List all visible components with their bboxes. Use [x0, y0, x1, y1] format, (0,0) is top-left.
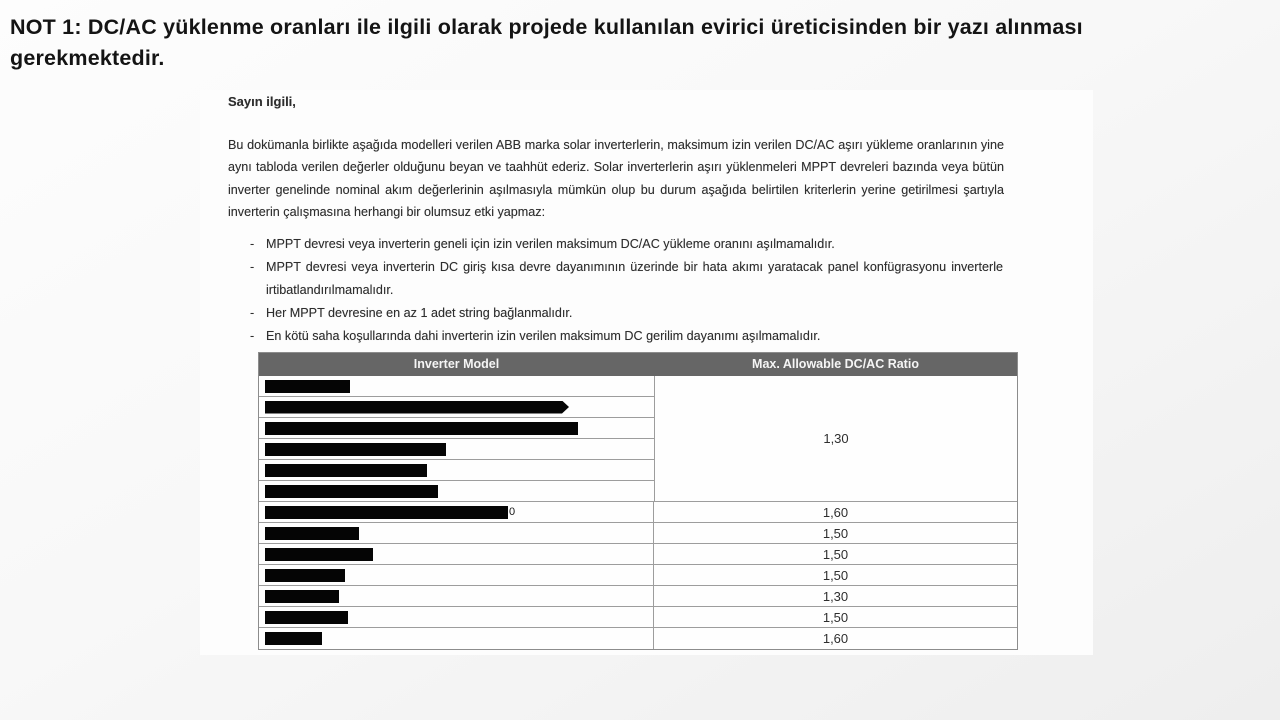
redacted-model-bar	[265, 506, 508, 519]
criteria-item-text: Her MPPT devresine en az 1 adet string bağlanmalıdır.	[266, 306, 573, 320]
redacted-model-bar	[265, 590, 339, 603]
inverter-model-cell	[259, 565, 654, 586]
bullet-dash: -	[250, 260, 255, 274]
ratio-cell: 1,30	[654, 586, 1017, 607]
ratio-cell: 1,50	[654, 523, 1017, 544]
redacted-model-bar	[265, 485, 438, 498]
inverter-model-cell	[259, 376, 654, 397]
declaration-paragraph: Bu dokümanla birlikte aşağıda modelleri verilen ABB marka solar inverterlerin, maksimum izin verilen DC/AC aşırı yükleme oranlarının yine aynı tabloda verilen değerler olduğunu beyan ve taahhüt ederiz. Solar inverterlerin aşırı yüklenmeleri MPPT devreleri bazında veya bütün inverter genelinde nominal akım değerlerinin aşılmasıyla mümkün olup bu durum aşağıda belirtilen kriterlerin yerine getirilmesi şartıyla inverterin çalışmasına herhangi bir olumsuz etki yapmaz:	[228, 138, 1004, 219]
inverter-model-cell	[259, 460, 654, 481]
bullet-dash: -	[250, 237, 255, 251]
criteria-item	[250, 302, 1003, 325]
criteria-item	[250, 233, 1003, 256]
table-row	[259, 523, 1017, 544]
redacted-model-bar	[265, 611, 348, 624]
redacted-model-bar	[265, 401, 569, 414]
criteria-list	[250, 233, 1003, 348]
table-row	[259, 586, 1017, 607]
salutation: Sayın ilgili,	[228, 94, 296, 109]
criteria-item-text: MPPT devresi veya inverterin geneli için izin verilen maksimum DC/AC yükleme oranını aşılmamalıdır.	[266, 237, 835, 251]
redacted-model-bar	[265, 632, 322, 645]
criteria-item-text: En kötü saha koşullarında dahi inverterin izin verilen maksimum DC gerilim dayanımı aşılmamalıdır.	[266, 329, 821, 343]
table-header-row	[259, 353, 1017, 376]
letter-document-image	[200, 90, 1093, 655]
col-header-inverter-model: Inverter Model	[413, 357, 500, 371]
redacted-model-bar	[265, 422, 578, 435]
redacted-model-bar	[265, 464, 427, 477]
redacted-model-bar	[265, 548, 373, 561]
table-row	[259, 544, 1017, 565]
criteria-item	[250, 325, 1003, 348]
inverter-model-cell	[259, 523, 654, 544]
redacted-model-bar	[265, 380, 350, 393]
inverter-model-cell	[259, 544, 654, 565]
table-row	[259, 628, 1017, 649]
inverter-model-cell	[259, 586, 654, 607]
inverter-model-cell	[259, 439, 654, 460]
ratio-cell: 1,50	[654, 565, 1017, 586]
table-row	[259, 565, 1017, 586]
redacted-model-bar	[265, 443, 446, 456]
inverter-model-cell	[259, 481, 654, 502]
inverter-model-cell	[259, 628, 654, 649]
ratio-cell: 1,50	[654, 544, 1017, 565]
ratio-cell-merged: 1,30	[655, 376, 1017, 502]
criteria-item-text: MPPT devresi veya inverterin DC giriş kısa devre dayanımının üzerinde bir hata akımı yaratacak panel konfügrasyonu inverterle irtibatlandırılmamalıdır.	[266, 260, 1003, 297]
table-row	[259, 502, 1017, 523]
ratio-cell: 1,60	[654, 502, 1017, 523]
bullet-dash: -	[250, 306, 255, 320]
col-header-max-ratio: Max. Allowable DC/AC Ratio	[752, 357, 919, 371]
merged-group-model-column	[259, 376, 655, 502]
table-row	[259, 607, 1017, 628]
bullet-dash: -	[250, 329, 255, 343]
unredacted-trailing-char: 0	[509, 505, 516, 518]
inverter-model-cell	[259, 607, 654, 628]
inverter-model-cell	[259, 502, 654, 523]
inverter-model-cell	[259, 397, 654, 418]
ratio-cell: 1,60	[822, 631, 849, 646]
redacted-model-bar	[265, 527, 359, 540]
redacted-model-bar	[265, 569, 345, 582]
table-body	[259, 376, 1017, 649]
inverter-model-cell	[259, 418, 654, 439]
ratio-cell: 1,50	[654, 607, 1017, 628]
inverter-ratio-table	[258, 352, 1018, 650]
slide-title: NOT 1: DC/AC yüklenme oranları ile ilgili olarak projede kullanılan evirici üreticisinden bir yazı alınması gerekmektedir.	[10, 15, 1083, 70]
criteria-item	[250, 256, 1003, 302]
merged-ratio-group	[259, 376, 1017, 502]
